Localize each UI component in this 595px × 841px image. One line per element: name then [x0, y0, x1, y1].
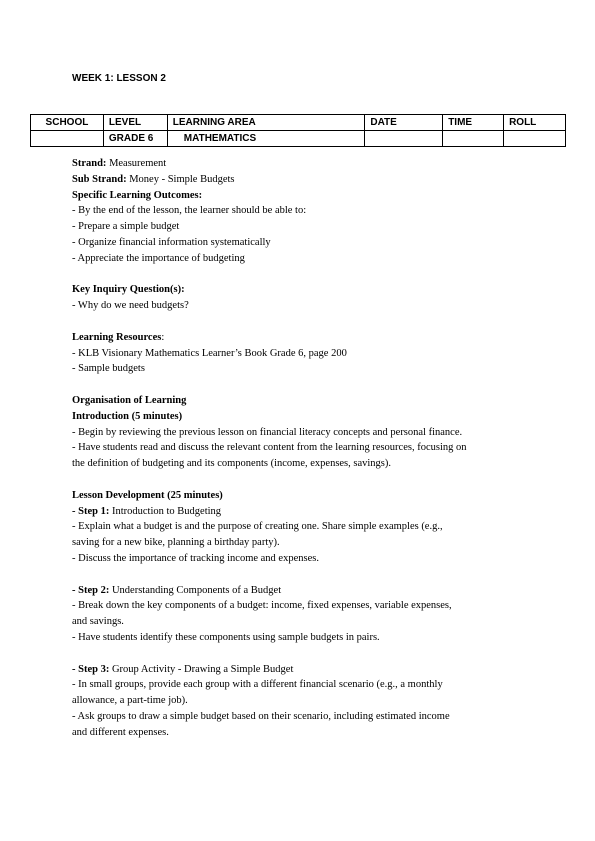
- step1-label: - Step 1:: [72, 505, 110, 517]
- step2-title: Understanding Components of a Budget: [109, 584, 282, 596]
- table-header-cell: LEARNING AREA: [167, 115, 365, 131]
- table-header-cell: LEVEL: [103, 115, 167, 131]
- table-cell: MATHEMATICS: [167, 131, 365, 147]
- step1-line: - Discuss the importance of tracking income and expenses.: [72, 552, 319, 564]
- resources-title-line: [72, 330, 542, 346]
- table-header-cell: SCHOOL: [31, 115, 104, 131]
- organisation-title: Organisation of Learning: [72, 394, 187, 406]
- table-header-cell: ROLL: [504, 115, 566, 131]
- strand-value: Measurement: [106, 158, 167, 169]
- step3-heading: [72, 662, 542, 678]
- sub-strand-line: [72, 172, 542, 188]
- step2-label: - Step 2:: [72, 584, 110, 596]
- resources-colon: :: [161, 331, 165, 343]
- outcome-item: - Prepare a simple budget: [72, 221, 180, 233]
- introduction-item: - Have students read and discuss the relevant content from the learning resources, focusing on: [72, 442, 467, 454]
- introduction-item: - Begin by reviewing the previous lesson on financial literacy concepts and personal finance.: [72, 426, 463, 438]
- introduction-title: Introduction (5 minutes): [72, 410, 183, 422]
- table-cell: GRADE 6: [103, 131, 167, 147]
- resources-title: Learning Resources: [72, 331, 162, 343]
- step3-label: - Step 3:: [72, 663, 110, 675]
- step3-line: - In small groups, provide each group with a different financial scenario (e.g., a monthly: [72, 679, 443, 691]
- sub-strand-label: Sub Strand:: [72, 173, 127, 185]
- table-cell: [31, 131, 104, 147]
- outcomes-title: Specific Learning Outcomes:: [72, 189, 203, 201]
- resource-item: - Sample budgets: [72, 363, 145, 375]
- step3-line: and different expenses.: [72, 726, 169, 738]
- step3-line: - Ask groups to draw a simple budget based on their scenario, including estimated income: [72, 710, 450, 722]
- step3-title: Group Activity - Drawing a Simple Budget: [109, 663, 294, 675]
- inquiry-item: - Why do we need budgets?: [72, 300, 189, 312]
- outcome-item: - Appreciate the importance of budgeting: [72, 252, 245, 264]
- step1-line: - Explain what a budget is and the purpose of creating one. Share simple examples (e.g.,: [72, 521, 443, 533]
- table-header-cell: DATE: [365, 115, 443, 131]
- table-header-cell: TIME: [443, 115, 504, 131]
- outcome-item: - Organize financial information systematically: [72, 236, 271, 248]
- table-cell: [365, 131, 443, 147]
- lesson-heading: WEEK 1: LESSON 2: [72, 73, 166, 84]
- sub-strand-value: Money - Simple Budgets: [126, 173, 235, 185]
- inquiry-title: Key Inquiry Question(s):: [72, 284, 185, 296]
- table-cell: [443, 131, 504, 147]
- resource-item: - KLB Visionary Mathematics Learner’s Book Grade 6, page 200: [72, 347, 347, 359]
- step2-line: - Break down the key components of a budget: income, fixed expenses, variable expenses,: [72, 600, 452, 612]
- table-row: [31, 131, 566, 147]
- lesson-content: [72, 156, 542, 740]
- step2-heading: [72, 583, 542, 599]
- table-header-row: [31, 115, 566, 131]
- step3-line: allowance, a part-time job).: [72, 695, 188, 707]
- strand-line: [72, 156, 542, 172]
- step2-line: and savings.: [72, 616, 124, 628]
- introduction-item: the definition of budgeting and its components (income, expenses, savings).: [72, 458, 392, 470]
- step1-heading: [72, 504, 542, 520]
- step2-line: - Have students identify these components using sample budgets in pairs.: [72, 631, 380, 643]
- step1-line: saving for a new bike, planning a birthday party).: [72, 537, 280, 549]
- step1-title: Introduction to Budgeting: [109, 505, 222, 517]
- strand-label: Strand:: [72, 158, 107, 169]
- outcome-item: - By the end of the lesson, the learner should be able to:: [72, 205, 307, 217]
- lesson-info-table: [30, 114, 566, 147]
- table-cell: [504, 131, 566, 147]
- development-title: Lesson Development (25 minutes): [72, 489, 223, 501]
